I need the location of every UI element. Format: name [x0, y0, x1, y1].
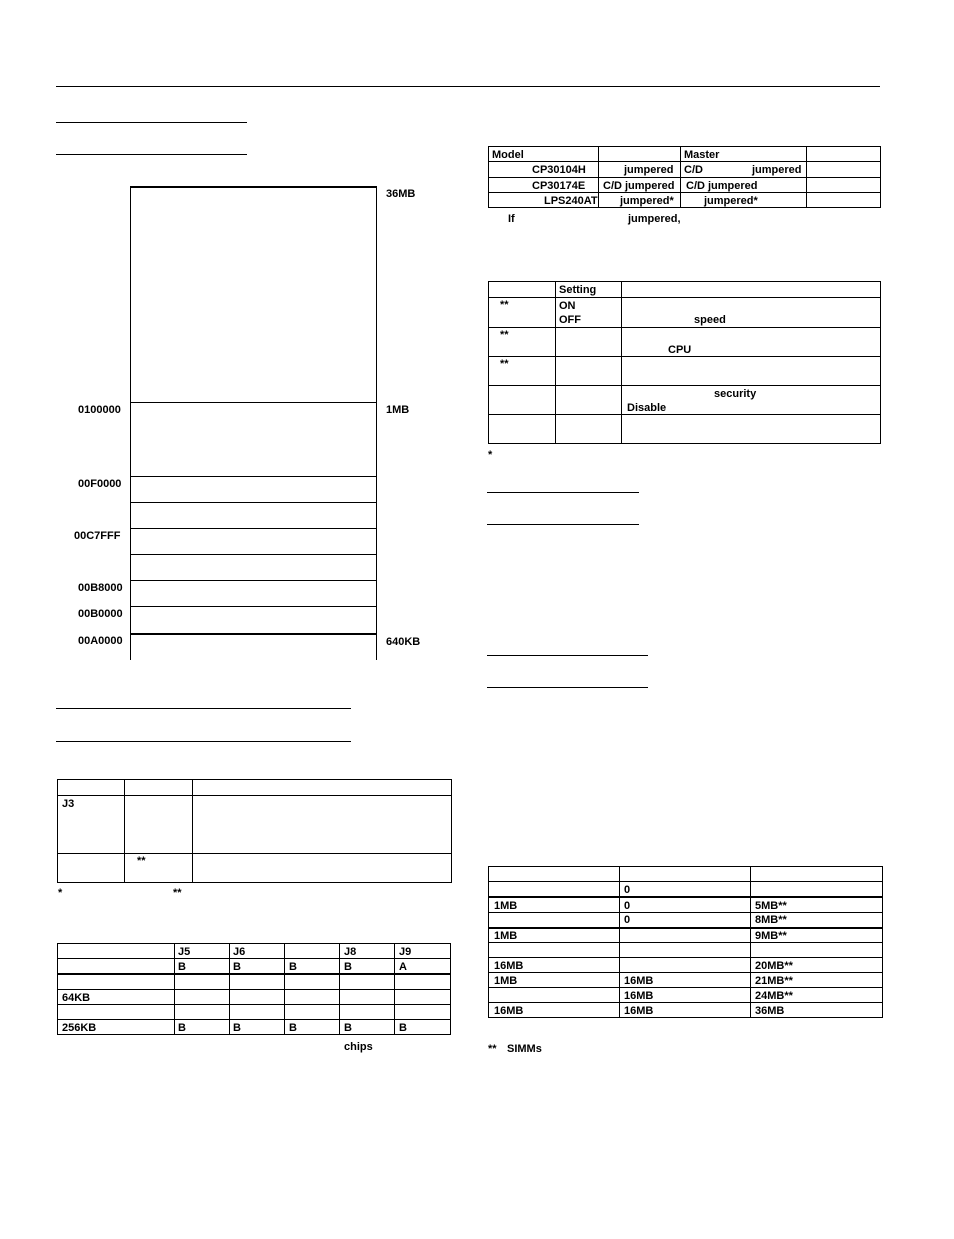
table-rule: [488, 297, 881, 298]
simm-cell: 5MB**: [755, 900, 787, 912]
table-rule: [192, 779, 193, 883]
jumper-cell: B: [233, 1022, 241, 1034]
simm-cell: 1MB: [494, 900, 518, 912]
memory-address-label: 00A0000: [78, 635, 123, 647]
simm-footnote-text: SIMMs: [507, 1043, 542, 1055]
table-rule: [488, 912, 883, 913]
jumper-header: J6: [233, 946, 246, 958]
heading-underline: [487, 524, 639, 525]
table-rule: [488, 1002, 883, 1003]
heading-underline: [56, 741, 351, 742]
table-rule: [488, 972, 883, 973]
table-rule: [174, 943, 175, 1035]
memory-map-divider: [130, 633, 377, 635]
table-rule: [57, 1034, 451, 1035]
table-rule: [488, 987, 883, 988]
heading-underline: [487, 655, 648, 656]
drive-cell: jumpered*: [620, 195, 674, 207]
simm-cell: 16MB: [624, 1005, 654, 1017]
j3-footnote-mark: *: [58, 887, 63, 899]
jumper-cell: B: [344, 961, 352, 973]
table-rule: [57, 1019, 451, 1020]
j3-footnote-mark: **: [173, 887, 182, 899]
memory-address-label: 00B8000: [78, 582, 123, 594]
memory-address-label: 00C7FFF: [74, 530, 121, 542]
table-rule: [57, 989, 451, 990]
table-rule: [488, 896, 883, 898]
simm-cell: 9MB**: [755, 930, 787, 942]
table-rule: [57, 958, 451, 959]
table-rule: [750, 866, 751, 1018]
table-rule: [450, 943, 451, 1035]
drive-model: CP30104H: [532, 164, 586, 176]
drive-footnote-jumpered: jumpered,: [628, 213, 681, 225]
heading-underline: [487, 687, 648, 688]
drive-header-master: Master: [684, 149, 720, 161]
table-rule: [806, 146, 807, 208]
jumper-cell: B: [178, 1022, 186, 1034]
jumper-row-label: 64KB: [62, 992, 91, 1004]
table-rule: [229, 943, 230, 1035]
drive-cell: jumpered: [752, 164, 802, 176]
switch-footnote: *: [488, 449, 493, 461]
drive-footnote-if: If: [508, 213, 515, 225]
table-rule: [57, 973, 451, 975]
memory-size-label: 1MB: [386, 404, 410, 416]
table-rule: [488, 356, 881, 357]
simm-cell: 0: [624, 884, 631, 896]
table-rule: [488, 414, 881, 415]
simm-cell: 16MB: [494, 960, 524, 972]
jumper-header: J5: [178, 946, 191, 958]
table-rule: [621, 281, 622, 444]
jumper-header: J8: [344, 946, 357, 958]
drive-cell: C/D: [684, 164, 703, 176]
table-rule: [619, 866, 620, 1018]
table-rule: [124, 779, 125, 883]
j3-row-mark: **: [137, 855, 146, 867]
table-rule: [680, 146, 681, 208]
switch-table-frame: [488, 281, 881, 444]
j3-label: J3: [62, 798, 75, 810]
memory-address-label: 00B0000: [78, 608, 123, 620]
switch-setting: OFF: [559, 314, 581, 326]
table-rule: [488, 957, 883, 958]
table-rule: [394, 943, 395, 1035]
jumper-row-label: 256KB: [62, 1022, 97, 1034]
header-rule: [56, 86, 880, 87]
memory-map-divider: [130, 502, 377, 503]
table-rule: [488, 192, 881, 193]
table-rule: [488, 385, 881, 386]
table-rule: [488, 927, 883, 929]
simm-cell: 0: [624, 900, 631, 912]
heading-underline: [56, 154, 247, 155]
switch-desc: CPU: [668, 344, 692, 356]
table-rule: [339, 943, 340, 1035]
simm-cell: 1MB: [494, 930, 518, 942]
simm-cell: 16MB: [624, 990, 654, 1002]
drive-header-model: Model: [492, 149, 524, 161]
simm-cell: 16MB: [494, 1005, 524, 1017]
jumper-header: J9: [399, 946, 412, 958]
table-rule: [57, 943, 58, 1035]
table-rule: [284, 943, 285, 1035]
table-rule: [57, 853, 452, 854]
drive-cell: jumpered: [624, 164, 674, 176]
jumper-cell: B: [399, 1022, 407, 1034]
memory-map-divider: [130, 580, 377, 581]
memory-size-label: 640KB: [386, 636, 421, 648]
switch-desc: security: [714, 388, 757, 400]
memory-map-block: [130, 186, 377, 660]
drive-model: LPS240AT: [544, 195, 598, 207]
drive-cell: jumpered*: [704, 195, 758, 207]
jumper-cell: B: [344, 1022, 352, 1034]
memory-size-label: 36MB: [386, 188, 416, 200]
simm-cell: 16MB: [624, 975, 654, 987]
simm-cell: 36MB: [755, 1005, 785, 1017]
switch-header-setting: Setting: [559, 284, 597, 296]
drive-cell: C/D jumpered: [686, 180, 758, 192]
table-rule: [555, 281, 556, 444]
simm-cell: 24MB**: [755, 990, 793, 1002]
switch-mark: **: [500, 358, 509, 370]
switch-desc: speed: [694, 314, 726, 326]
memory-address-label: 0100000: [78, 404, 121, 416]
heading-underline: [56, 122, 247, 123]
simm-cell: 21MB**: [755, 975, 793, 987]
jumper-cell: B: [233, 961, 241, 973]
simm-footnote-mark: **: [488, 1043, 497, 1055]
table-rule: [488, 161, 881, 162]
simm-cell: 8MB**: [755, 914, 787, 926]
table-rule: [488, 942, 883, 943]
drive-model: CP30174E: [532, 180, 586, 192]
switch-desc: Disable: [627, 402, 667, 414]
jumper-cell: B: [289, 1022, 297, 1034]
memory-map-divider: [130, 476, 377, 477]
drive-cell: C/D jumpered: [603, 180, 675, 192]
memory-map-divider: [130, 606, 377, 607]
simm-cell: 0: [624, 914, 631, 926]
jumper-cell: B: [289, 961, 297, 973]
memory-address-label: 00F0000: [78, 478, 122, 490]
jumper-cell: B: [178, 961, 186, 973]
heading-underline: [56, 708, 351, 709]
table-rule: [57, 943, 451, 944]
heading-underline: [487, 492, 639, 493]
table-rule: [57, 795, 452, 796]
table-rule: [598, 146, 599, 208]
memory-map-divider: [130, 528, 377, 529]
switch-setting: ON: [559, 300, 576, 312]
table-rule: [488, 881, 883, 882]
table-rule: [488, 327, 881, 328]
switch-mark: **: [500, 329, 509, 341]
switch-mark: **: [500, 299, 509, 311]
jumper-footnote: chips: [344, 1041, 373, 1053]
memory-map-divider: [130, 402, 377, 403]
jumper-cell: A: [399, 961, 407, 973]
simm-cell: 1MB: [494, 975, 518, 987]
table-rule: [57, 1004, 451, 1005]
table-rule: [488, 177, 881, 178]
simm-cell: 20MB**: [755, 960, 793, 972]
memory-map-divider: [130, 554, 377, 555]
